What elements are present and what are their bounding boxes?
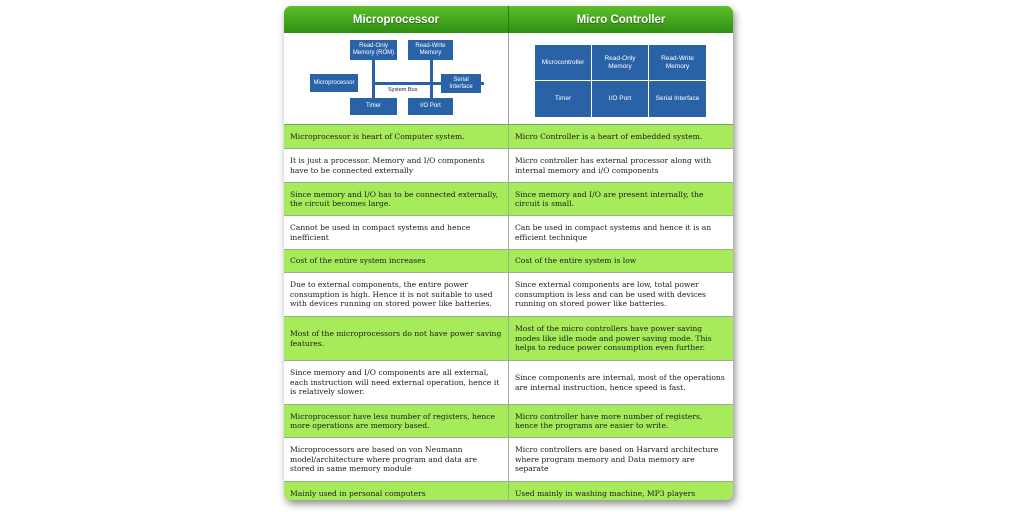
table-row — [284, 216, 733, 250]
table-row — [284, 438, 733, 482]
io-port-block: I/O Port — [408, 98, 453, 115]
microprocessor-cell: Microprocessor is heart of Computer system. — [290, 131, 465, 141]
bus-connector-io — [430, 84, 433, 98]
bus-connector-rw — [430, 60, 433, 85]
microprocessor-cell: Most of the microprocessors do not have power saving features. — [290, 329, 502, 348]
table-row — [284, 125, 733, 149]
microprocessor-cell: Cannot be used in compact systems and hence inefficient — [290, 223, 471, 242]
header-microprocessor: Microprocessor — [352, 13, 440, 26]
table-header — [284, 6, 733, 33]
microcontroller-cell: Can be used in compact systems and hence it is an efficient technique — [508, 216, 733, 249]
microcontroller-cell: Since external components are low, total power consumption is less and can be used with devices running on stored power like batteries. — [508, 273, 733, 316]
microcontroller-diagram — [535, 45, 706, 117]
comparison-table — [284, 6, 733, 500]
serial-interface-block: Serial Interface — [441, 74, 481, 93]
table-row — [284, 183, 733, 216]
bus-connector-rom — [372, 60, 375, 85]
microcontroller-cell: Used mainly in washing machine, MP3 players — [508, 482, 733, 500]
microprocessor-block: Microprocessor — [310, 74, 358, 92]
table-row — [284, 361, 733, 405]
microprocessor-cell: Cost of the entire system increases — [290, 256, 426, 266]
microprocessor-cell: Microprocessor have less number of registers, hence more operations are memory based. — [290, 411, 496, 430]
microcontroller-cell: Cost of the entire system is low — [508, 250, 733, 272]
bus-connector-timer — [372, 84, 375, 98]
read-only-memory-cell: Read-Only Memory — [592, 45, 648, 80]
microcontroller-cell: Since components are internal, most of the operations are internal instruction, hence speed is fast. — [508, 361, 733, 404]
system-bus-label: System Bus — [388, 87, 418, 93]
microcontroller-cell: Microcontroller — [535, 45, 591, 80]
microprocessor-cell: Microprocessors are based on von Neumann model/architecture where program and data are stored in same memory module — [290, 445, 477, 474]
microprocessor-cell: Due to external components, the entire power consumption is high. Hence it is not suitable to used with devices running on stored power like batteries. — [290, 280, 493, 309]
header-microcontroller: Micro Controller — [508, 6, 733, 33]
microprocessor-cell: Since memory and I/O components are all external, each instruction will need external operation, hence it is relatively slower. — [290, 368, 500, 397]
table-row — [284, 405, 733, 438]
table-row — [284, 482, 733, 500]
column-divider — [508, 33, 509, 124]
table-row — [284, 317, 733, 361]
comparison-rows — [284, 125, 733, 500]
serial-interface-cell: Serial Interface — [649, 81, 706, 117]
timer-block: Timer — [350, 98, 397, 115]
microcontroller-cell: Micro controllers are based on Harvard architecture where program memory and Data memory are separate — [508, 438, 733, 481]
microcontroller-cell: Micro controller have more number of registers, hence the programs are easier to write. — [508, 405, 733, 437]
microprocessor-cell: Mainly used in personal computers — [290, 489, 426, 499]
table-row — [284, 250, 733, 273]
table-row — [284, 273, 733, 317]
microprocessor-cell: Since memory and I/O has to be connected externally, the circuit becomes large. — [290, 189, 499, 208]
microcontroller-cell: Micro Controller is a heart of embedded system. — [508, 125, 733, 148]
timer-cell: Timer — [535, 81, 591, 117]
read-write-memory-cell: Read-Write Memory — [649, 45, 706, 80]
diagram-row — [284, 33, 733, 125]
rom-block: Read-Only Memory (ROM) — [350, 40, 397, 60]
microcontroller-cell: Micro controller has external processor along with internal memory and i/O components — [508, 149, 733, 182]
microcontroller-cell: Since memory and I/O are present internally, the circuit is small. — [508, 183, 733, 215]
io-port-cell: I/O Port — [592, 81, 648, 117]
microcontroller-cell: Most of the micro controllers have power saving modes like idle mode and power saving mode. This helps to reduce power consumption even further. — [508, 317, 733, 360]
read-write-memory-block: Read-Write Memory — [408, 40, 453, 60]
table-row — [284, 149, 733, 183]
microprocessor-cell: It is just a processor. Memory and I/O components have to be connected externally — [290, 156, 485, 175]
